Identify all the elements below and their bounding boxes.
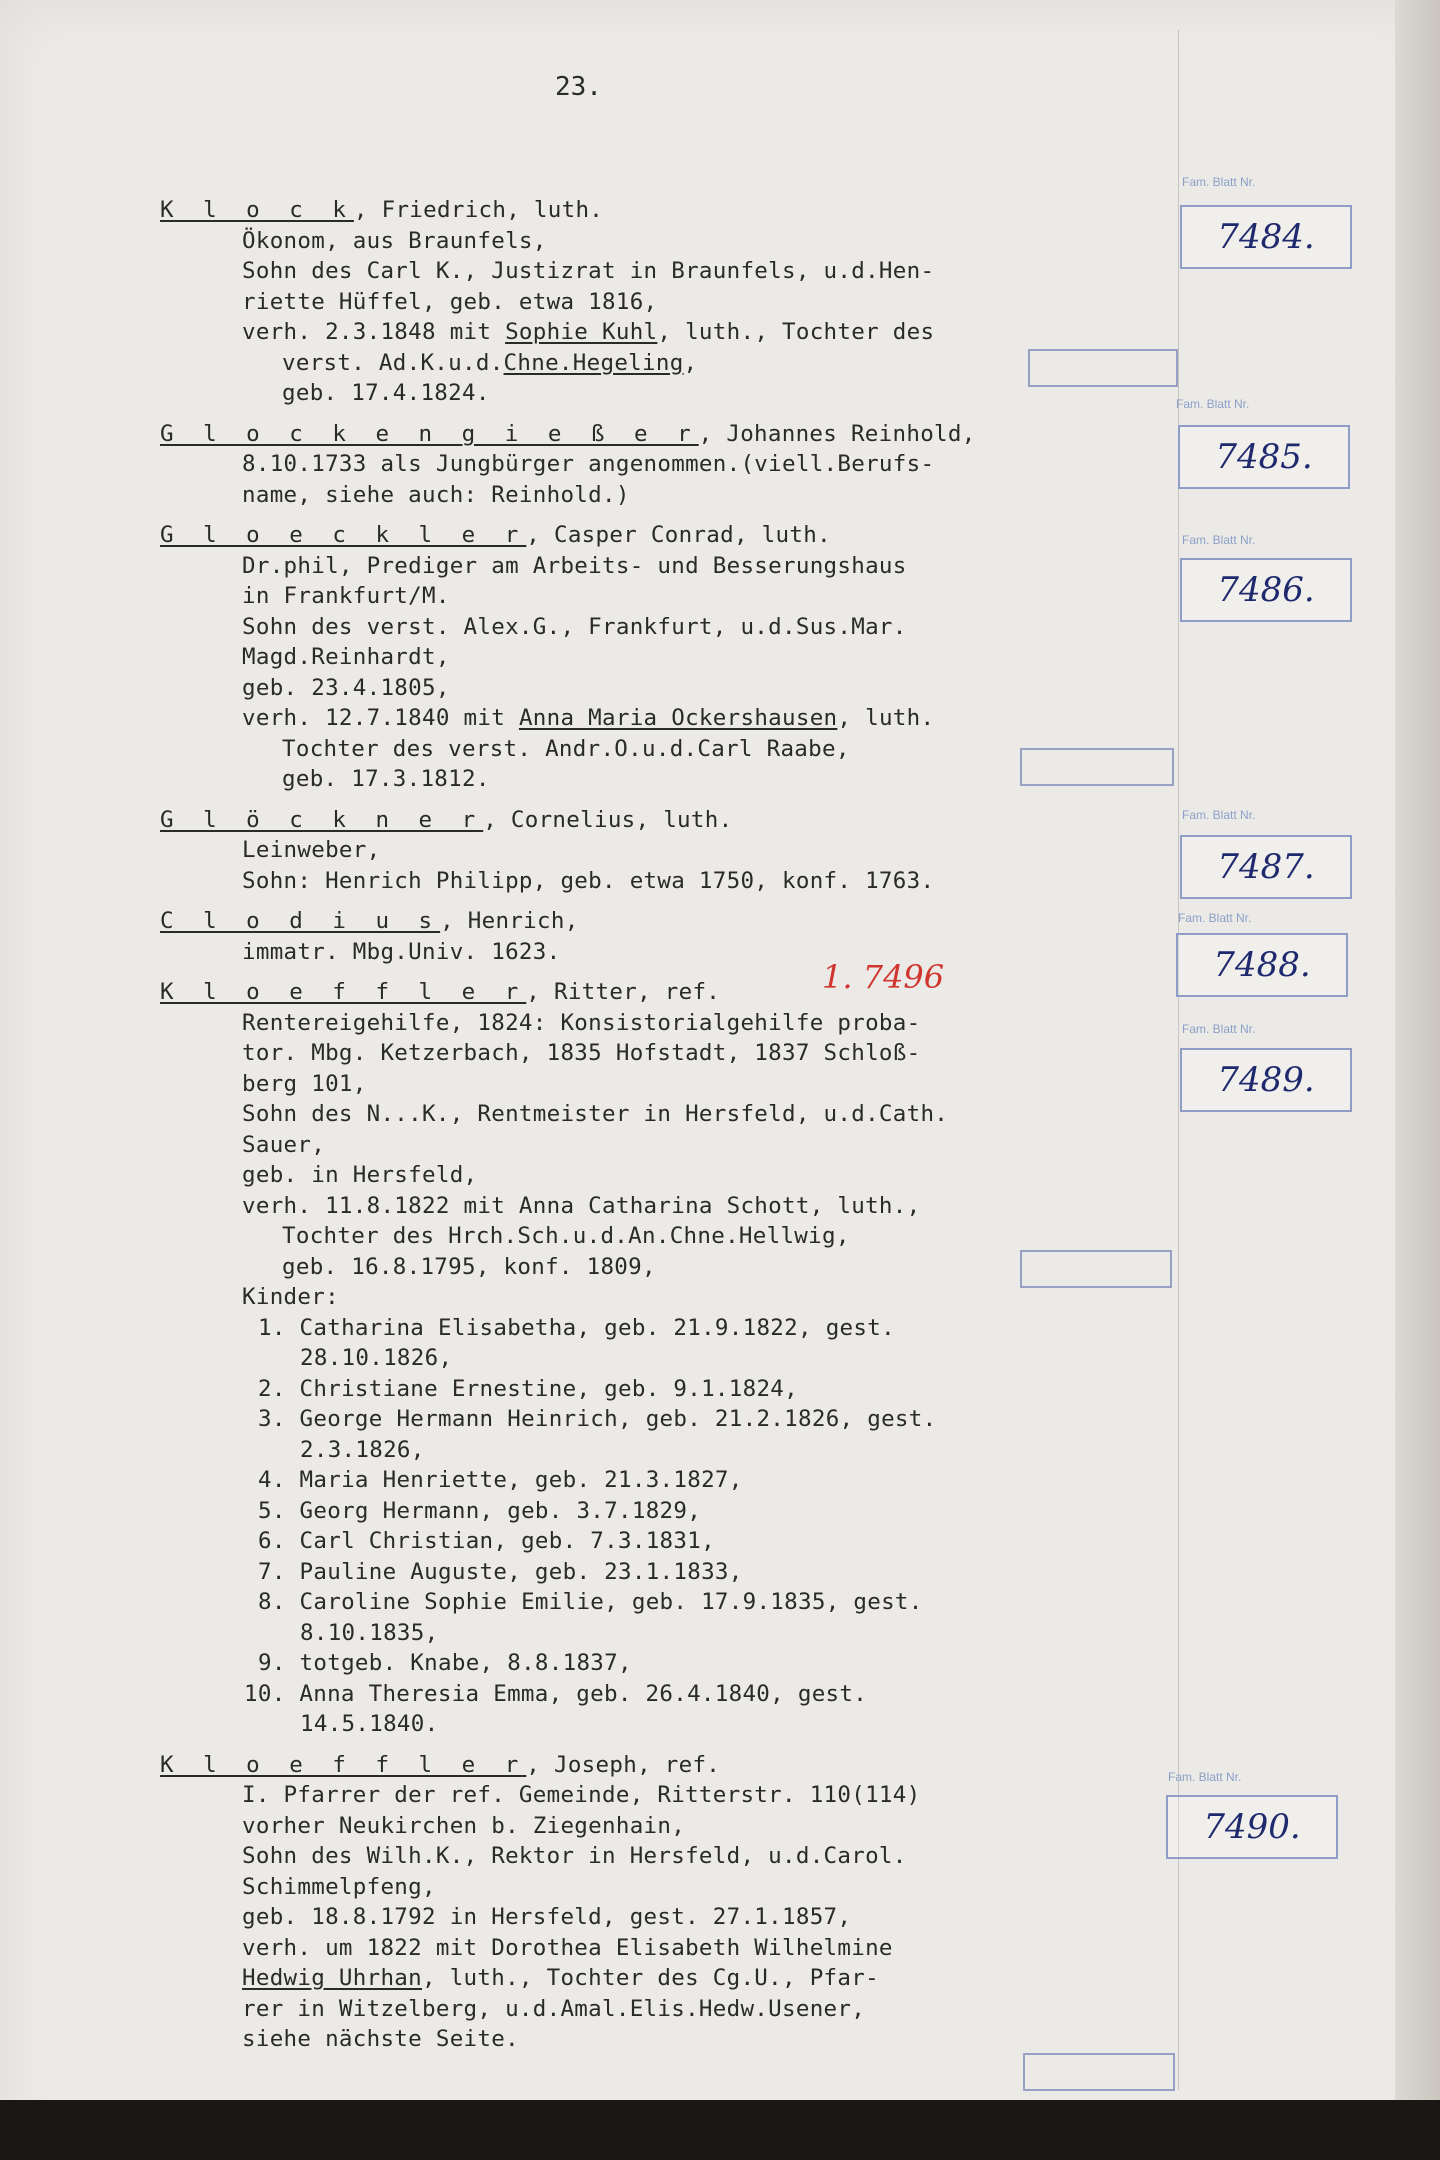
entry-line: Sohn des Carl K., Justizrat in Braunfels, u.d.Hen- xyxy=(242,258,935,284)
entry-line: , luth., Tochter des Cg.U., Pfar- xyxy=(422,1965,879,1991)
entry-line: berg 101, xyxy=(242,1070,367,1097)
fam-blatt-box xyxy=(1180,835,1352,899)
entry-line: geb. 17.4.1824. xyxy=(282,380,490,406)
given-name: , Johannes Reinhold, xyxy=(698,420,976,447)
entry-line: geb. 23.4.1805, xyxy=(242,674,450,701)
child-item-cont: 2.3.1826, xyxy=(300,1436,425,1463)
scan-background xyxy=(0,2100,1440,2160)
entry-line: geb. 18.8.1792 in Hersfeld, gest. 27.1.1857, xyxy=(242,1904,852,1930)
entry-kloeffler-joseph xyxy=(160,1750,1190,2055)
child-item: 8. Caroline Sophie Emilie, geb. 17.9.1835, gest. xyxy=(258,1589,923,1615)
entry-line: Sauer, xyxy=(242,1131,326,1158)
given-name: , Ritter, ref. xyxy=(526,979,721,1005)
child-item-cont: 28.10.1826, xyxy=(300,1345,453,1371)
entry-clodius-henrich xyxy=(160,906,1190,967)
fam-blatt-box xyxy=(1176,933,1348,997)
entry-list xyxy=(160,195,1190,2065)
child-item: 5. Georg Hermann, geb. 3.7.1829, xyxy=(258,1497,702,1524)
scan-edge xyxy=(1395,0,1440,2160)
entry-line: geb. in Hersfeld, xyxy=(242,1162,478,1188)
surname: K l o e f f l e r xyxy=(160,1751,527,1778)
empty-box xyxy=(1023,2053,1175,2091)
empty-box xyxy=(1020,748,1174,786)
entry-line: Dr.phil, Prediger am Arbeits- und Besserungshaus xyxy=(242,552,907,579)
fam-blatt-label: Fam. Blatt Nr. xyxy=(1182,533,1256,547)
fam-blatt-number: 7484. xyxy=(1217,217,1315,257)
entry-line: verh. 2.3.1848 mit xyxy=(242,319,506,345)
entry-line: Sohn des N...K., Rentmeister in Hersfeld, u.d.Cath. xyxy=(242,1101,949,1127)
fam-blatt-box xyxy=(1166,1795,1338,1859)
spouse-name: Anna Maria Ockershausen xyxy=(518,705,838,731)
entry-kloeffler-ritter xyxy=(160,977,1190,1740)
given-name: , Cornelius, luth. xyxy=(483,806,733,833)
parent-name: Chne.Hegeling xyxy=(503,349,684,376)
child-item: 3. George Hermann Heinrich, geb. 21.2.1826, gest. xyxy=(258,1406,937,1432)
entry-glockengiesser-johannes xyxy=(160,419,1190,511)
children-heading: Kinder: xyxy=(242,1284,339,1310)
fam-blatt-box xyxy=(1180,205,1352,269)
entry-line: Ökonom, aus Braunfels, xyxy=(242,227,547,254)
entry-line: verh. 12.7.1840 mit xyxy=(242,705,519,731)
entry-line: Sohn des Wilh.K., Rektor in Hersfeld, u.d.Carol. xyxy=(242,1843,907,1869)
entry-line: Rentereigehilfe, 1824: Konsistorialgehilfe proba- xyxy=(242,1009,921,1036)
given-name: , Henrich, xyxy=(440,908,579,934)
surname: G l o c k e n g i e ß e r xyxy=(160,420,699,447)
empty-box xyxy=(1020,1250,1172,1288)
handwritten-note: 1. 7496 xyxy=(822,958,945,996)
entry-line: Schimmelpfeng, xyxy=(242,1873,436,1900)
entry-line: geb. 16.8.1795, konf. 1809, xyxy=(282,1253,656,1280)
entry-line: Sohn des verst. Alex.G., Frankfurt, u.d.Sus.Mar. xyxy=(242,613,907,640)
entry-line: verst. Ad.K.u.d. xyxy=(282,349,504,376)
entry-line: geb. 17.3.1812. xyxy=(282,766,490,792)
page-number: 23. xyxy=(555,72,602,102)
child-item: 6. Carl Christian, geb. 7.3.1831, xyxy=(258,1528,715,1554)
entry-line: Leinweber, xyxy=(242,837,381,863)
child-item: 4. Maria Henriette, geb. 21.3.1827, xyxy=(258,1467,743,1493)
child-item: 10. Anna Theresia Emma, geb. 26.4.1840, gest. xyxy=(244,1680,868,1707)
fam-blatt-label: Fam. Blatt Nr. xyxy=(1168,1770,1242,1784)
surname: G l o e c k l e r xyxy=(160,522,527,548)
given-name: , Casper Conrad, luth. xyxy=(526,522,831,548)
child-item: 7. Pauline Auguste, geb. 23.1.1833, xyxy=(258,1558,743,1585)
surname: K l o e f f l e r xyxy=(160,979,527,1005)
entry-line: , luth. xyxy=(837,705,935,731)
fam-blatt-number: 7487. xyxy=(1217,847,1315,887)
fam-blatt-number: 7488. xyxy=(1213,945,1311,985)
entry-line: , luth., Tochter des xyxy=(657,319,935,345)
entry-line: tor. Mbg. Ketzerbach, 1835 Hofstadt, 1837 Schloß- xyxy=(242,1040,921,1066)
entry-line: I. Pfarrer der ref. Gemeinde, Ritterstr. 110(114) xyxy=(242,1782,921,1808)
fam-blatt-number: 7489. xyxy=(1217,1060,1315,1100)
child-item: 9. totgeb. Knabe, 8.8.1837, xyxy=(258,1650,632,1676)
entry-line: name, siehe auch: Reinhold.) xyxy=(242,481,630,508)
entry-line: Tochter des verst. Andr.O.u.d.Carl Raabe, xyxy=(282,735,850,762)
entry-line: vorher Neukirchen b. Ziegenhain, xyxy=(242,1812,686,1839)
fam-blatt-label: Fam. Blatt Nr. xyxy=(1176,397,1250,411)
entry-gloeckner-cornelius xyxy=(160,805,1190,897)
child-item-cont: 8.10.1835, xyxy=(300,1619,439,1646)
entry-line: verh. 11.8.1822 mit Anna Catharina Schott, luth., xyxy=(242,1192,921,1219)
spouse-name: Hedwig Uhrhan xyxy=(242,1965,422,1991)
surname: C l o d i u s xyxy=(160,908,441,934)
spouse-name: Sophie Kuhl xyxy=(505,319,658,345)
entry-line: in Frankfurt/M. xyxy=(242,583,450,609)
surname: G l ö c k n e r xyxy=(160,806,484,833)
surname: K l o c k xyxy=(160,197,354,223)
entry-line: Sohn: Henrich Philipp, geb. etwa 1750, konf. 1763. xyxy=(242,867,935,894)
entry-line: riette Hüffel, geb. etwa 1816, xyxy=(242,288,658,315)
empty-box xyxy=(1028,349,1178,387)
entry-line: 8.10.1733 als Jungbürger angenommen.(viell.Berufs- xyxy=(242,451,935,477)
child-item: 2. Christiane Ernestine, geb. 9.1.1824, xyxy=(258,1375,798,1402)
fam-blatt-label: Fam. Blatt Nr. xyxy=(1178,911,1252,925)
entry-line: siehe nächste Seite. xyxy=(242,2026,519,2052)
given-name: , Joseph, ref. xyxy=(526,1751,721,1778)
entry-line: Magd.Reinhardt, xyxy=(242,644,450,670)
fam-blatt-label: Fam. Blatt Nr. xyxy=(1182,808,1256,822)
fam-blatt-number: 7490. xyxy=(1203,1807,1301,1847)
fam-blatt-label: Fam. Blatt Nr. xyxy=(1182,175,1256,189)
fam-blatt-box xyxy=(1180,558,1352,622)
entry-line: verh. um 1822 mit Dorothea Elisabeth Wilhelmine xyxy=(242,1934,893,1961)
child-item-cont: 14.5.1840. xyxy=(300,1711,439,1737)
child-item: 1. Catharina Elisabetha, geb. 21.9.1822, gest. xyxy=(258,1314,895,1341)
entry-line: , xyxy=(683,349,698,376)
fam-blatt-number: 7485. xyxy=(1215,437,1313,477)
given-name: , Friedrich, luth. xyxy=(353,197,604,223)
entry-line: rer in Witzelberg, u.d.Amal.Elis.Hedw.Usener, xyxy=(242,1995,866,2022)
fam-blatt-box xyxy=(1180,1048,1352,1112)
fam-blatt-box xyxy=(1178,425,1350,489)
entry-line: Tochter des Hrch.Sch.u.d.An.Chne.Hellwig, xyxy=(282,1223,850,1249)
fam-blatt-number: 7486. xyxy=(1217,570,1315,610)
entry-line: immatr. Mbg.Univ. 1623. xyxy=(242,938,561,965)
fam-blatt-label: Fam. Blatt Nr. xyxy=(1182,1022,1256,1036)
